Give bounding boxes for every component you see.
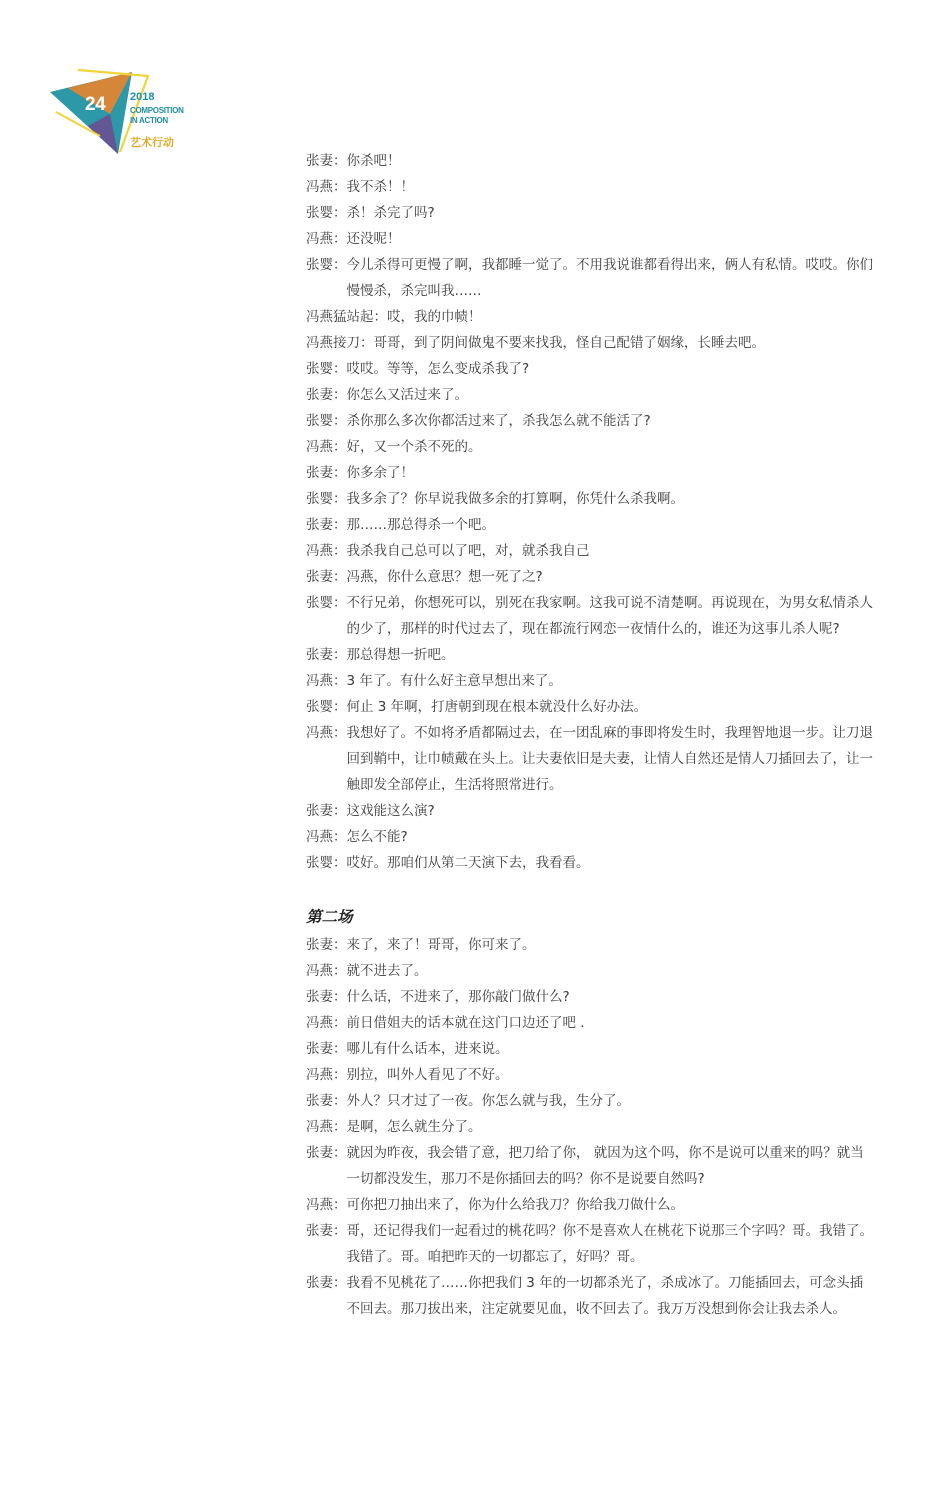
dialogue-text: 何止 3 年啊，打唐朝到现在根本就没什么好办法。 bbox=[346, 699, 648, 715]
dialogue-text: 可你把刀抽出来了，你为什么给我刀？你给我刀做什么。 bbox=[346, 1197, 684, 1213]
dialogue-text: 来了，来了！哥哥，你可来了。 bbox=[346, 937, 536, 953]
dialogue-text: 我杀我自己总可以了吧，对，就杀我自己 bbox=[346, 543, 590, 559]
dialogue-text: 我不杀！！ bbox=[346, 179, 414, 195]
speaker-name: 冯燕： bbox=[306, 1119, 347, 1135]
dialogue-text: 什么话，不进来了，那你敲门做什么? bbox=[346, 989, 570, 1005]
dialogue-line bbox=[306, 642, 876, 668]
speaker-name: 冯燕： bbox=[306, 439, 347, 455]
dialogue-line bbox=[306, 720, 876, 798]
dialogue-line bbox=[306, 694, 876, 720]
dialogue-line bbox=[306, 512, 876, 538]
speaker-name: 张妻： bbox=[306, 989, 347, 1005]
speaker-name: 张妻： bbox=[306, 465, 347, 481]
dialogue-text: 今儿杀得可更慢了啊，我都睡一觉了。不用我说谁都看得出来，俩人有私情。哎哎。你们慢慢杀，杀完叫我…… bbox=[346, 257, 873, 299]
dialogue-line bbox=[306, 850, 876, 876]
dialogue-line bbox=[306, 408, 876, 434]
dialogue-text: 前日借姐夫的话本就在这门口边还了吧 . bbox=[346, 1015, 585, 1031]
dialogue-line bbox=[306, 434, 876, 460]
speaker-name: 冯燕： bbox=[306, 231, 347, 247]
dialogue-text: 就因为昨夜，我会错了意，把刀给了你， 就因为这个吗，你不是说可以重来的吗？就当一切都没发生，那刀不是你插回去的吗？你不是说要自然吗? bbox=[346, 1145, 864, 1187]
dialogue-line bbox=[306, 148, 876, 174]
speaker-name: 冯燕： bbox=[306, 1197, 347, 1213]
speaker-name: 张婴： bbox=[306, 491, 347, 507]
speaker-name: 张妻： bbox=[306, 1145, 347, 1161]
dialogue-line bbox=[306, 538, 876, 564]
dialogue-text: 你杀吧！ bbox=[346, 153, 401, 169]
speaker-name: 张妻： bbox=[306, 937, 347, 953]
dialogue-line bbox=[306, 1140, 876, 1192]
dialogue-line bbox=[306, 564, 876, 590]
speaker-name: 张婴： bbox=[306, 699, 347, 715]
dialogue-text: 那……那总得杀一个吧。 bbox=[346, 517, 495, 533]
dialogue-text: 哎，我的巾帻！ bbox=[387, 309, 482, 325]
dialogue-line bbox=[306, 1270, 876, 1322]
dialogue-line bbox=[306, 200, 876, 226]
speaker-name: 冯燕： bbox=[306, 543, 347, 559]
speaker-name: 冯燕： bbox=[306, 1015, 347, 1031]
dialogue-line bbox=[306, 932, 876, 958]
speaker-name: 冯燕： bbox=[306, 725, 347, 741]
dialogue-line bbox=[306, 1036, 876, 1062]
dialogue-text: 不行兄弟，你想死可以，别死在我家啊。这我可说不清楚啊。再说现在，为男女私情杀人的少了，那样的时代过去了，现在都流行网恋一夜情什么的，谁还为这事儿杀人呢? bbox=[346, 595, 873, 637]
dialogue-text: 那总得想一折吧。 bbox=[346, 647, 455, 663]
dialogue-line bbox=[306, 252, 876, 304]
scene-2-dialogue bbox=[306, 932, 876, 1322]
dialogue-text: 3 年了。有什么好主意早想出来了。 bbox=[346, 673, 562, 689]
speaker-name: 冯燕： bbox=[306, 179, 347, 195]
speaker-name: 张婴： bbox=[306, 595, 347, 611]
dialogue-text: 哪儿有什么话本，进来说。 bbox=[346, 1041, 509, 1057]
logo-line-1: COMPOSITION bbox=[130, 106, 184, 115]
dialogue-line bbox=[306, 330, 876, 356]
dialogue-line bbox=[306, 1010, 876, 1036]
dialogue-line bbox=[306, 486, 876, 512]
dialogue-line bbox=[306, 958, 876, 984]
dialogue-line bbox=[306, 798, 876, 824]
speaker-name: 冯燕： bbox=[306, 1067, 347, 1083]
speaker-name: 张婴： bbox=[306, 855, 347, 871]
script-content bbox=[306, 148, 876, 1322]
speaker-name: 张婴： bbox=[306, 257, 347, 273]
scene-2-heading: 第二场 bbox=[306, 908, 353, 926]
dialogue-line bbox=[306, 304, 876, 330]
speaker-name: 张妻： bbox=[306, 1275, 347, 1291]
dialogue-text: 哎哎。等等，怎么变成杀我了? bbox=[346, 361, 530, 377]
dialogue-text: 哥，还记得我们一起看过的桃花吗？你不是喜欢人在桃花下说那三个字吗？哥。我错了。我错了。哥。咱把昨天的一切都忘了，好吗？哥。 bbox=[346, 1223, 873, 1265]
conference-logo bbox=[48, 66, 198, 158]
speaker-name: 张妻： bbox=[306, 1223, 347, 1239]
dialogue-line bbox=[306, 1192, 876, 1218]
logo-line-2: IN ACTION bbox=[130, 116, 168, 125]
dialogue-line bbox=[306, 174, 876, 200]
speaker-name: 张婴： bbox=[306, 413, 347, 429]
speaker-name: 张婴： bbox=[306, 205, 347, 221]
logo-chinese-title: 艺术行动 bbox=[130, 136, 174, 149]
dialogue-line bbox=[306, 668, 876, 694]
dialogue-text: 别拉，叫外人看见了不好。 bbox=[346, 1067, 509, 1083]
speaker-name: 张妻： bbox=[306, 569, 347, 585]
logo-year: 2018 bbox=[130, 91, 155, 103]
dialogue-line bbox=[306, 824, 876, 850]
speaker-name: 张婴： bbox=[306, 361, 347, 377]
dialogue-text: 哎好。那咱们从第二天演下去，我看看。 bbox=[346, 855, 590, 871]
speaker-name: 张妻： bbox=[306, 517, 347, 533]
dialogue-text: 还没呢！ bbox=[346, 231, 401, 247]
speaker-name: 冯燕： bbox=[306, 673, 347, 689]
speaker-name: 冯燕猛站起： bbox=[306, 309, 387, 325]
dialogue-text: 我看不见桃花了……你把我们 3 年的一切都杀光了，杀成冰了。刀能插回去，可念头插不回去。那刀拔出来，注定就要见血，收不回去了。我万万没想到你会让我去杀人。 bbox=[346, 1275, 864, 1317]
dialogue-text: 你怎么又活过来了。 bbox=[346, 387, 468, 403]
speaker-name: 张妻： bbox=[306, 1093, 347, 1109]
dialogue-text: 我想好了。不如将矛盾都隔过去，在一团乱麻的事即将发生时，我理智地退一步。让刀退回到鞘中，让巾帻戴在头上。让夫妻依旧是夫妻，让情人自然还是情人刀插回去了，让一触即发全部停止，生活将照常进行。 bbox=[346, 725, 873, 793]
dialogue-text: 就不进去了。 bbox=[346, 963, 428, 979]
dialogue-line bbox=[306, 1218, 876, 1270]
dialogue-line bbox=[306, 1062, 876, 1088]
dialogue-line bbox=[306, 382, 876, 408]
speaker-name: 冯燕： bbox=[306, 963, 347, 979]
dialogue-text: 杀你那么多次你都活过来了，杀我怎么就不能活了? bbox=[346, 413, 651, 429]
dialogue-text: 杀！杀完了吗? bbox=[346, 205, 435, 221]
dialogue-line bbox=[306, 460, 876, 486]
speaker-name: 张妻： bbox=[306, 387, 347, 403]
dialogue-text: 你多余了！ bbox=[346, 465, 414, 481]
speaker-name: 冯燕接刀： bbox=[306, 335, 374, 351]
scene-1-dialogue bbox=[306, 148, 876, 876]
dialogue-text: 好，又一个杀不死的。 bbox=[346, 439, 482, 455]
dialogue-text: 这戏能这么演? bbox=[346, 803, 435, 819]
dialogue-line bbox=[306, 356, 876, 382]
page-number: 24 bbox=[85, 94, 106, 115]
dialogue-text: 怎么不能? bbox=[346, 829, 408, 845]
dialogue-text: 外人？只才过了一夜。你怎么就与我，生分了。 bbox=[346, 1093, 630, 1109]
dialogue-line bbox=[306, 1114, 876, 1140]
speaker-name: 张妻： bbox=[306, 647, 347, 663]
dialogue-text: 我多余了？你早说我做多余的打算啊，你凭什么杀我啊。 bbox=[346, 491, 684, 507]
speaker-name: 张妻： bbox=[306, 803, 347, 819]
dialogue-text: 哥哥，到了阴间做鬼不要来找我，怪自己配错了姻缘，长睡去吧。 bbox=[373, 335, 765, 351]
speaker-name: 张妻： bbox=[306, 1041, 347, 1057]
speaker-name: 冯燕： bbox=[306, 829, 347, 845]
dialogue-line bbox=[306, 226, 876, 252]
dialogue-line bbox=[306, 984, 876, 1010]
speaker-name: 张妻： bbox=[306, 153, 347, 169]
dialogue-text: 冯燕，你什么意思？想一死了之? bbox=[346, 569, 543, 585]
dialogue-line bbox=[306, 1088, 876, 1114]
dialogue-line bbox=[306, 590, 876, 642]
dialogue-text: 是啊，怎么就生分了。 bbox=[346, 1119, 482, 1135]
